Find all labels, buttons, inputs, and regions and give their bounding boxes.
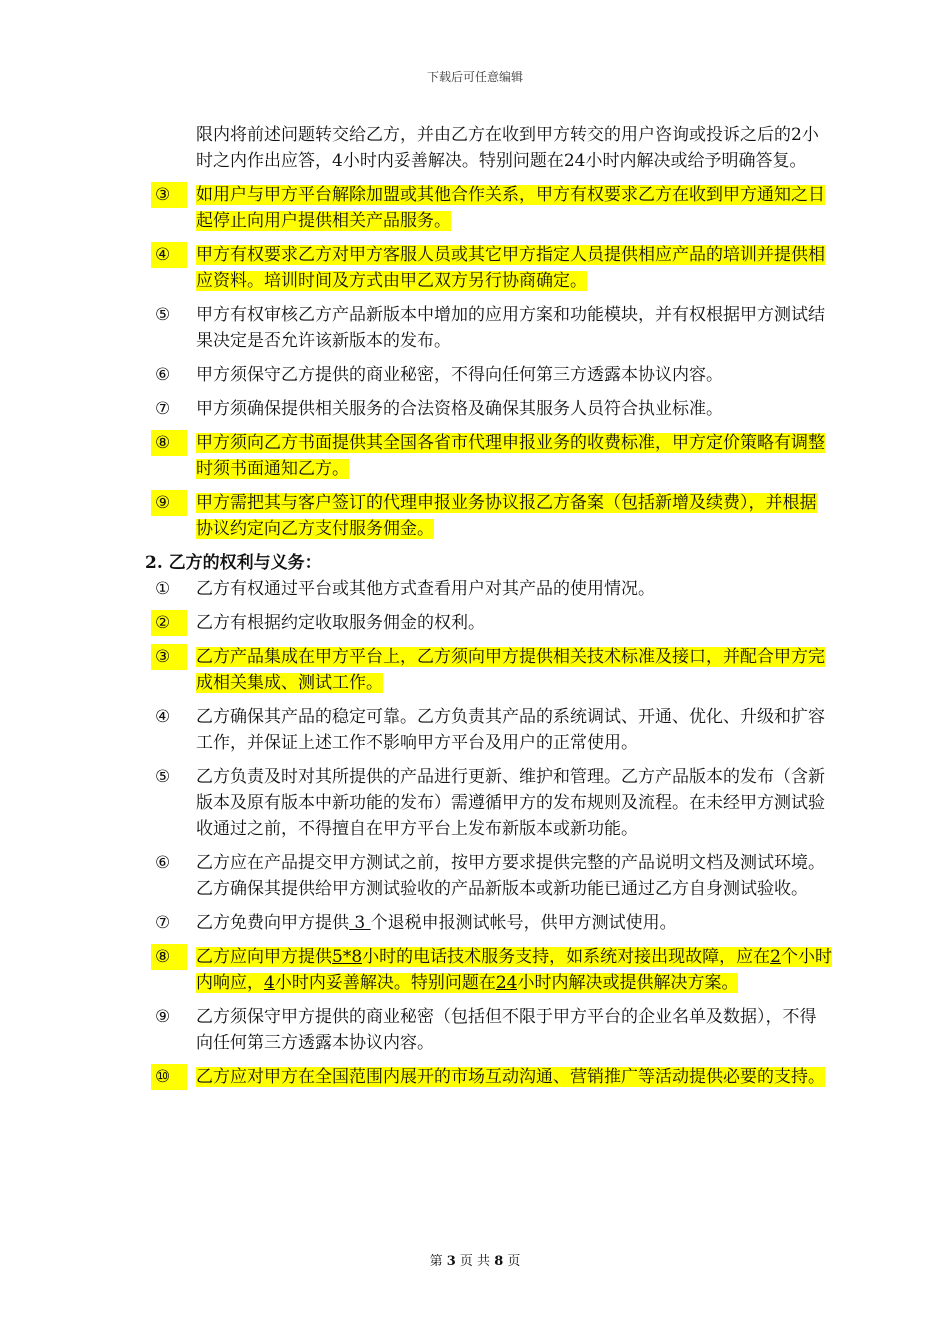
page-total: 8 [494, 1254, 504, 1269]
item-text: 乙方应对甲方在全国范围内展开的市场互动沟通、营销推广等活动提供必要的支持。 [196, 1067, 825, 1087]
service-hours-value: 5*8 [332, 947, 363, 967]
document-body [145, 122, 833, 1098]
item-text: 小时的电话技术服务支持，如系统对接出现故障，应在 [362, 947, 771, 967]
party-b-item-6 [153, 850, 833, 902]
party-a-item-8 [153, 430, 833, 482]
item-text: 乙方应在产品提交甲方测试之前，按甲方要求提供完整的产品说明文档及测试环境。乙方确保其提供给甲方测试验收的产品新版本或新功能已通过乙方自身测试验收。 [196, 853, 825, 899]
item-text: 乙方应向甲方提供 [196, 947, 332, 967]
item-number: ⑩ [151, 1064, 187, 1090]
item-number: ⑤ [155, 767, 171, 787]
party-b-item-3 [153, 644, 833, 696]
party-b-item-2 [153, 610, 833, 636]
item-text: 甲方需把其与客户签订的代理申报业务协议报乙方备案（包括新增及续费），并根据协议约定向乙方支付服务佣金。 [196, 493, 817, 539]
item-text-tail: 个退税申报测试帐号，供甲方测试使用。 [370, 913, 677, 933]
party-b-item-8 [153, 944, 833, 996]
item-text: 乙方须保守甲方提供的商业秘密（包括但不限于甲方平台的企业名单及数据），不得向任何第三方透露本协议内容。 [196, 1007, 817, 1053]
item-number: ② [151, 610, 187, 636]
item-number: ④ [151, 242, 187, 268]
item-number: ⑤ [155, 305, 171, 325]
item-number: ④ [155, 707, 171, 727]
item-text: 乙方产品集成在甲方平台上，乙方须向甲方提供相关技术标准及接口，并配合甲方完成相关集成、测试工作。 [196, 647, 825, 693]
item-text: 小时内解决或提供解决方案。 [517, 973, 739, 993]
special-hours-value: 24 [495, 973, 518, 993]
item-text: 乙方有根据约定收取服务佣金的权利。 [196, 613, 485, 633]
resolve-hours-value: 4 [264, 973, 275, 993]
item-text: 甲方须保守乙方提供的商业秘密，不得向任何第三方透露本协议内容。 [196, 365, 723, 385]
party-a-item-5 [153, 302, 833, 354]
item-number: ⑨ [155, 1007, 171, 1027]
item-text: 小时内妥善解决。特别问题在 [274, 973, 496, 993]
party-a-item-6 [153, 362, 833, 388]
page-footer [0, 1250, 950, 1269]
party-b-item-5 [153, 764, 833, 842]
item-number: ⑧ [151, 944, 187, 970]
item-number: ⑥ [155, 853, 171, 873]
item-text: 甲方有权要求乙方对甲方客服人员或其它甲方指定人员提供相应产品的培训并提供相应资料。培训时间及方式由甲乙双方另行协商确定。 [196, 245, 825, 291]
party-b-item-9 [153, 1004, 833, 1056]
item-number: ⑥ [155, 365, 171, 385]
party-b-item-10 [153, 1064, 833, 1090]
party-b-item-1 [153, 576, 833, 602]
continued-paragraph: 限内将前述问题转交给乙方，并由乙方在收到甲方转交的用户咨询或投诉之后的2小时之内作出应答，4小时内妥善解决。特别问题在24小时内解决或给予明确答复。 [196, 125, 819, 171]
section-heading: 2. 乙方的权利与义务： [145, 553, 322, 573]
item-number: ① [155, 579, 171, 599]
item-number: ③ [151, 644, 187, 670]
test-account-count: 3 [349, 913, 371, 933]
page-number: 3 [446, 1254, 456, 1269]
party-b-item-7 [153, 910, 833, 936]
item-number: ⑦ [155, 913, 171, 933]
item-text: 甲方须确保提供相关服务的合法资格及确保其服务人员符合执业标准。 [196, 399, 723, 419]
item-number: ⑨ [151, 490, 187, 516]
item-number: ⑧ [151, 430, 187, 456]
footer-mid: 页 共 [459, 1254, 491, 1269]
footer-prefix: 第 [429, 1254, 443, 1269]
item-text: 乙方有权通过平台或其他方式查看用户对其产品的使用情况。 [196, 579, 655, 599]
item-text: 个小时内响应， [196, 947, 832, 993]
page-header: 下载后可任意编辑 [426, 70, 523, 84]
party-a-item-3 [153, 182, 833, 234]
response-hours-value: 2 [770, 947, 781, 967]
party-a-item-4 [153, 242, 833, 294]
item-text: 甲方有权审核乙方产品新版本中增加的应用方案和功能模块，并有权根据甲方测试结果决定是否允许该新版本的发布。 [196, 305, 825, 351]
party-b-item-4 [153, 704, 833, 756]
item-text: 乙方免费向甲方提供 [196, 913, 349, 933]
item-text: 如用户与甲方平台解除加盟或其他合作关系，甲方有权要求乙方在收到甲方通知之日起停止向用户提供相关产品服务。 [196, 185, 825, 231]
party-a-item-9 [153, 490, 833, 542]
item-number: ③ [151, 182, 187, 208]
item-number: ⑦ [155, 399, 171, 419]
party-a-item-7 [153, 396, 833, 422]
footer-suffix: 页 [507, 1254, 521, 1269]
item-text: 乙方负责及时对其所提供的产品进行更新、维护和管理。乙方产品版本的发布（含新版本及原有版本中新功能的发布）需遵循甲方的发布规则及流程。在未经甲方测试验收通过之前，不得擅自在甲方平台上发布新版本或新功能。 [196, 767, 825, 839]
item-text: 甲方须向乙方书面提供其全国各省市代理申报业务的收费标准，甲方定价策略有调整时须书面通知乙方。 [196, 433, 825, 479]
item-text: 乙方确保其产品的稳定可靠。乙方负责其产品的系统调试、开通、优化、升级和扩容工作，并保证上述工作不影响甲方平台及用户的正常使用。 [196, 707, 825, 753]
